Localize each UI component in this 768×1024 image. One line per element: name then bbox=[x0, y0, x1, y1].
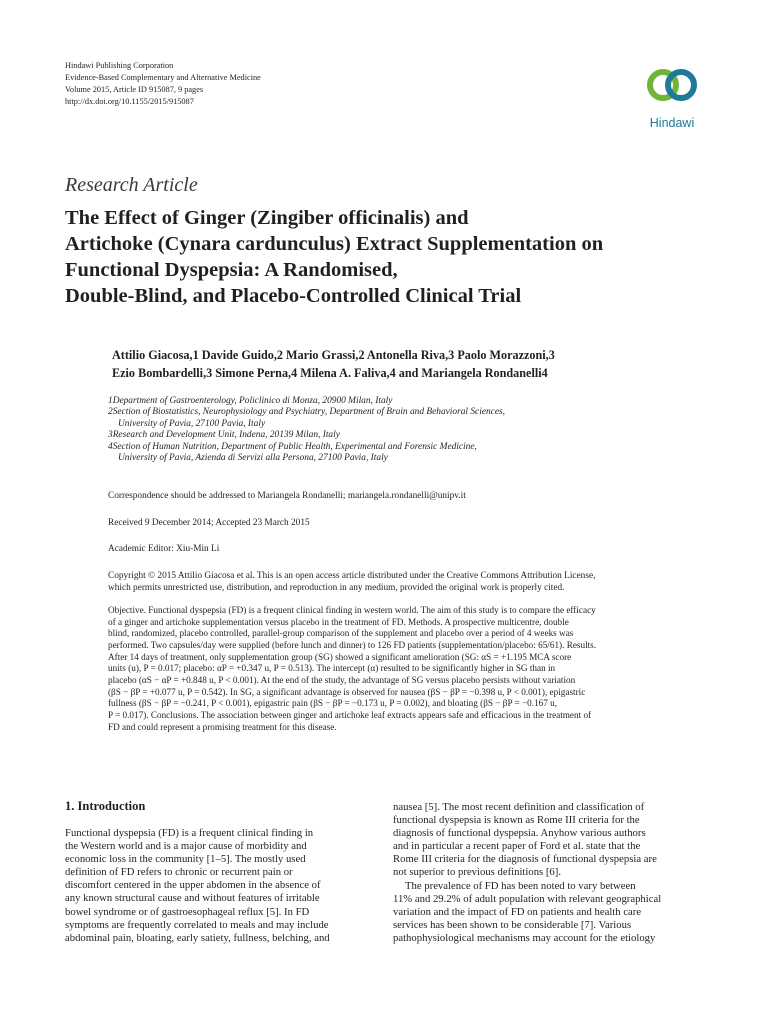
publication-info bbox=[65, 60, 261, 108]
abstract-line: performed. Two capsules/day were supplied (before lunch and dinner) to 126 FD patients (supplementation/placebo: 65/61). Results. bbox=[108, 639, 597, 650]
intro-column-right bbox=[393, 801, 705, 945]
body-line: diagnosis of functional dyspepsia. Anyhow various authors bbox=[393, 827, 646, 840]
affiliation-line: 3Research and Development Unit, Indena, 20139 Milan, Italy bbox=[108, 430, 340, 441]
affiliation-line: University of Pavia, Azienda di Servizi alla Persona, 27100 Pavia, Italy bbox=[118, 453, 388, 464]
body-line: symptoms are frequently correlated to meals and may include bbox=[65, 918, 329, 931]
copyright-line: Copyright © 2015 Attilio Giacosa et al. This is an open access article distributed under the Creative Commons Attribution License, bbox=[108, 571, 596, 581]
abstract-line: P = 0.017). Conclusions. The association between ginger and artichoke leaf extracts appears safe and efficacious in the treatment of bbox=[108, 709, 592, 720]
body-line: functional dyspepsia is known as Rome III criteria for the bbox=[393, 814, 640, 827]
author-list bbox=[112, 346, 712, 382]
abstract-line: FD and could represent a promising treatment for this disease. bbox=[108, 721, 337, 732]
body-line: Rome III criteria for the diagnosis of functional dyspepsia are bbox=[393, 853, 657, 866]
body-line: the Western world and is a major cause of morbidity and bbox=[65, 840, 307, 853]
copyright-line: which permits unrestricted use, distribution, and reproduction in any medium, provided the original work is properly cited. bbox=[108, 583, 565, 593]
correspondence-note: Correspondence should be addressed to Mariangela Rondanelli; mariangela.rondanelli@unipv.it bbox=[108, 491, 466, 501]
author-line: Ezio Bombardelli,3 Simone Perna,4 Milena A. Faliva,4 and Mariangela Rondanelli4 bbox=[112, 366, 548, 380]
body-line: any known structural cause and without features of irritable bbox=[65, 892, 320, 905]
body-line: bowel syndrome or of gastroesophageal reflux [5]. In FD bbox=[65, 905, 310, 918]
affiliation-line: University of Pavia, 27100 Pavia, Italy bbox=[118, 418, 266, 429]
body-line: abdominal pain, bloating, early satiety, fullness, belching, and bbox=[65, 931, 330, 944]
hindawi-logo-text: Hindawi bbox=[649, 116, 695, 130]
body-line: The prevalence of FD has been noted to vary between bbox=[405, 879, 636, 892]
abstract-line: Objective. Functional dyspepsia (FD) is a frequent clinical finding in western world. The aim of this study is to compare the efficacy bbox=[108, 605, 596, 615]
academic-editor: Academic Editor: Xiu-Min Li bbox=[108, 544, 220, 554]
affiliation-line: 2Section of Biostatistics, Neurophysiology and Psychiatry, Department of Brain and Behavioral Sciences, bbox=[108, 407, 505, 418]
abstract-line: of a ginger and artichoke supplementation versus placebo in the treatment of FD. Methods. A prospective multicentre, double bbox=[108, 616, 569, 627]
body-line: economic loss in the community [1–5]. The mostly used bbox=[65, 853, 306, 866]
abstract-line: (βS − βP = +0.077 u, P = 0.542). In SG, a significant advantage is observed for nausea (βS − βP = −0.398 u, P < 0.001), epigastric bbox=[108, 686, 586, 697]
article-type: Research Article bbox=[65, 174, 198, 196]
author-line: Attilio Giacosa,1 Davide Guido,2 Mario Grassi,2 Antonella Riva,3 Paolo Morazzoni,3 bbox=[112, 348, 555, 362]
body-line: discomfort centered in the upper abdomen in the absence of bbox=[65, 879, 321, 892]
copyright-notice bbox=[108, 570, 713, 594]
abstract bbox=[108, 605, 713, 733]
abstract-line: blind, randomized, placebo controlled, parallel-group comparison of the supplement and placebo over a period of 4 weeks was bbox=[108, 628, 574, 639]
abstract-line: After 14 days of treatment, only supplementation group (SG) showed a significant amelioration (SG: αS = +1.195 MCA score bbox=[108, 651, 572, 662]
title-line: Artichoke (Cynara cardunculus) Extract Supplementation on bbox=[65, 233, 604, 255]
abstract-line: fullness (βS − βP = −0.241, P < 0.001), epigastric pain (βS − βP = −0.173 u, P = 0.002), and bloating (βS − βP = −0.167 u, bbox=[108, 698, 558, 709]
intro-column-left bbox=[65, 827, 377, 945]
title-line: The Effect of Ginger (Zingiber officinalis) and bbox=[65, 207, 469, 229]
affiliation-line: 1Department of Gastroenterology, Policlinico di Monza, 20900 Milan, Italy bbox=[108, 396, 393, 406]
body-line: Functional dyspepsia (FD) is a frequent clinical finding in bbox=[65, 827, 314, 839]
body-line: nausea [5]. The most recent definition and classification of bbox=[393, 801, 645, 813]
section-heading: 1. Introduction bbox=[65, 799, 146, 813]
publisher-name: Hindawi Publishing Corporation bbox=[65, 61, 174, 70]
body-line: services has been shown to be considerable [7]. Various bbox=[393, 918, 632, 931]
article-title bbox=[65, 205, 715, 309]
body-line: 11% and 29.2% of adult population with relevant geographical bbox=[393, 892, 662, 905]
title-line: Double-Blind, and Placebo-Controlled Clinical Trial bbox=[65, 285, 522, 307]
volume-info: Volume 2015, Article ID 915087, 9 pages bbox=[65, 85, 204, 94]
body-line: pathophysiological mechanisms may account for the etiology bbox=[393, 931, 656, 944]
body-line: not superior to previous definitions [6]. bbox=[393, 866, 562, 879]
body-line: variation and the impact of FD on patients and health care bbox=[393, 905, 642, 918]
abstract-line: placebo (αS − αP = +0.848 u, P < 0.001). At the end of the study, the advantage of SG versus placebo persists without variation bbox=[108, 674, 576, 685]
affiliation-line: 4Section of Human Nutrition, Department of Public Health, Experimental and Forensic Medicine, bbox=[108, 441, 477, 452]
doi-link[interactable]: http://dx.doi.org/10.1155/2015/915087 bbox=[65, 97, 194, 106]
body-line: definition of FD refers to chronic or recurrent pain or bbox=[65, 866, 293, 879]
abstract-line: units (u), P = 0.017; placebo: αP = +0.347 u, P = 0.513). The intercept (α) resulted to be significantly higher in SG than in bbox=[108, 663, 556, 674]
affiliations bbox=[108, 396, 708, 464]
journal-name: Evidence-Based Complementary and Alternative Medicine bbox=[65, 73, 261, 82]
received-dates: Received 9 December 2014; Accepted 23 March 2015 bbox=[108, 518, 310, 528]
body-line: and in particular a recent paper of Ford et al. state that the bbox=[393, 840, 641, 853]
title-line: Functional Dyspepsia: A Randomised, bbox=[65, 259, 398, 281]
